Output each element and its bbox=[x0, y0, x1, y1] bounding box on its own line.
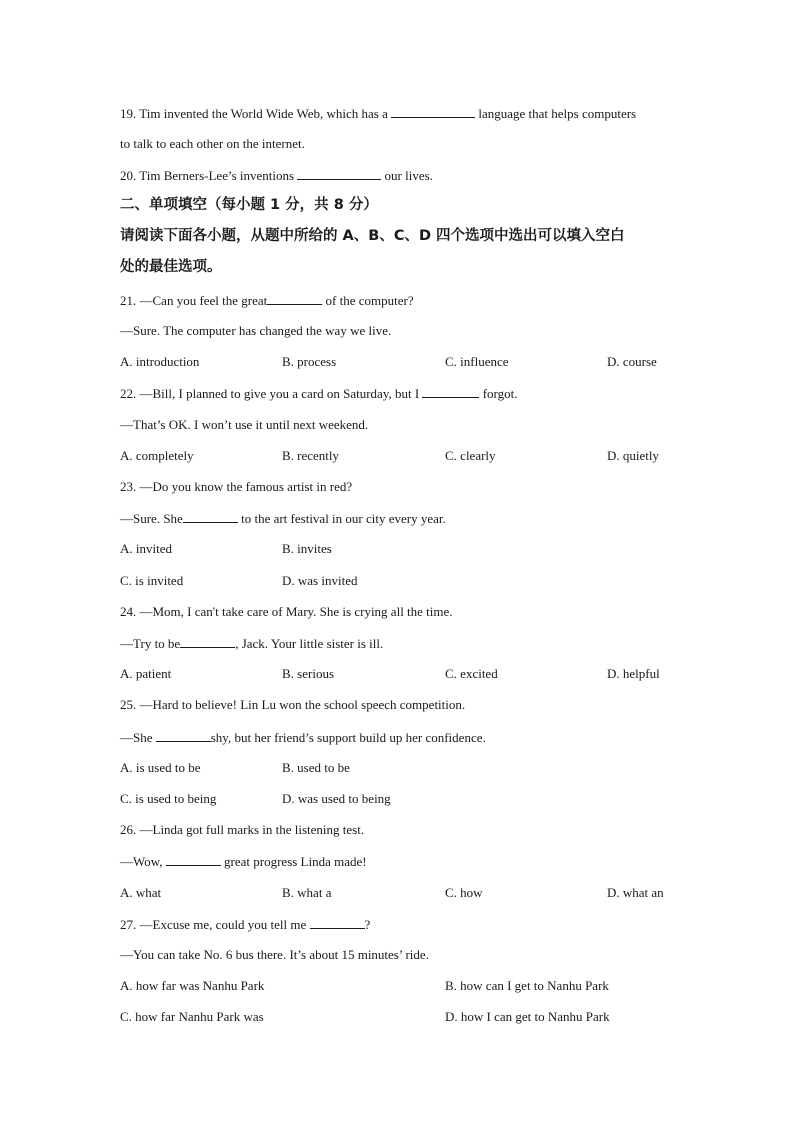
q20-line bbox=[120, 167, 433, 184]
q26-option-b[interactable]: B. what a bbox=[282, 885, 332, 900]
q26-question: 26. —Linda got full marks in the listening test. bbox=[120, 822, 365, 837]
q23-reply-a: —Sure. She bbox=[120, 511, 183, 526]
q25-question: 25. —Hard to believe! Lin Lu won the school speech competition. bbox=[120, 697, 466, 712]
q27-reply: —You can take No. 6 bus there. It’s about 15 minutes’ ride. bbox=[120, 947, 429, 962]
q22-option-a[interactable]: A. completely bbox=[120, 448, 194, 463]
answer-blank[interactable] bbox=[166, 853, 221, 866]
q19-line1 bbox=[120, 105, 636, 122]
section-instruction-2: 处的最佳选项。 bbox=[120, 259, 222, 275]
q26-option-a[interactable]: A. what bbox=[120, 885, 162, 900]
q23-question: 23. —Do you know the famous artist in red? bbox=[120, 479, 353, 494]
q21-option-b[interactable]: B. process bbox=[282, 354, 337, 369]
q22-option-c[interactable]: C. clearly bbox=[445, 448, 496, 463]
q24-option-d[interactable]: D. helpful bbox=[607, 666, 660, 681]
q25-option-a[interactable]: A. is used to be bbox=[120, 760, 201, 775]
q27-text-b: ? bbox=[364, 917, 371, 932]
q25-reply-b: shy, but her friend’s support build up her confidence. bbox=[210, 730, 486, 745]
q19-text-a: 19. Tim invented the World Wide Web, which has a bbox=[120, 106, 392, 121]
q27-option-c[interactable]: C. how far Nanhu Park was bbox=[120, 1009, 264, 1024]
answer-blank[interactable] bbox=[310, 916, 365, 929]
q26-option-d[interactable]: D. what an bbox=[607, 885, 664, 900]
q25-option-b[interactable]: B. used to be bbox=[282, 760, 350, 775]
q20-text-b: our lives. bbox=[381, 168, 433, 183]
q23-option-c[interactable]: C. is invited bbox=[120, 573, 184, 588]
q21-reply: —Sure. The computer has changed the way we live. bbox=[120, 323, 392, 338]
q24-option-a[interactable]: A. patient bbox=[120, 666, 172, 681]
answer-blank[interactable] bbox=[422, 385, 479, 398]
q23-option-d[interactable]: D. was invited bbox=[282, 573, 358, 588]
q27-question bbox=[120, 916, 370, 933]
answer-blank[interactable] bbox=[391, 105, 475, 118]
q27-option-b[interactable]: B. how can I get to Nanhu Park bbox=[445, 978, 609, 993]
q26-reply bbox=[120, 853, 367, 870]
q21-question bbox=[120, 292, 414, 309]
answer-blank[interactable] bbox=[180, 635, 235, 648]
q21-option-c[interactable]: C. influence bbox=[445, 354, 509, 369]
q24-option-b[interactable]: B. serious bbox=[282, 666, 334, 681]
answer-blank[interactable] bbox=[156, 729, 211, 742]
q19-line2: to talk to each other on the internet. bbox=[120, 136, 305, 151]
q23-option-b[interactable]: B. invites bbox=[282, 541, 332, 556]
q26-option-c[interactable]: C. how bbox=[445, 885, 483, 900]
q24-option-c[interactable]: C. excited bbox=[445, 666, 498, 681]
q22-question bbox=[120, 385, 517, 402]
q25-option-c[interactable]: C. is used to being bbox=[120, 791, 217, 806]
q23-reply-b: to the art festival in our city every year. bbox=[237, 511, 446, 526]
q23-reply bbox=[120, 510, 446, 527]
q22-option-b[interactable]: B. recently bbox=[282, 448, 340, 463]
q27-option-a[interactable]: A. how far was Nanhu Park bbox=[120, 978, 265, 993]
answer-blank[interactable] bbox=[267, 292, 322, 305]
answer-blank[interactable] bbox=[297, 167, 381, 180]
q20-text-a: 20. Tim Berners-Lee’s inventions bbox=[120, 168, 298, 183]
q23-option-a[interactable]: A. invited bbox=[120, 541, 172, 556]
q24-reply-a: —Try to be bbox=[120, 636, 181, 651]
q25-reply-a: —She bbox=[120, 730, 156, 745]
q21-text-a: 21. —Can you feel the great bbox=[120, 293, 268, 308]
q22-text-b: forgot. bbox=[479, 386, 518, 401]
q21-option-a[interactable]: A. introduction bbox=[120, 354, 200, 369]
q25-reply bbox=[120, 729, 486, 746]
q22-option-d[interactable]: D. quietly bbox=[607, 448, 659, 463]
q21-text-b: of the computer? bbox=[322, 293, 414, 308]
answer-blank[interactable] bbox=[183, 510, 238, 523]
q27-text-a: 27. —Excuse me, could you tell me bbox=[120, 917, 310, 932]
q24-reply bbox=[120, 635, 383, 652]
q22-text-a: 22. —Bill, I planned to give you a card on Saturday, but I bbox=[120, 386, 423, 401]
q27-option-d[interactable]: D. how I can get to Nanhu Park bbox=[445, 1009, 610, 1024]
q24-question: 24. —Mom, I can't take care of Mary. She is crying all the time. bbox=[120, 604, 453, 619]
q26-reply-b: great progress Linda made! bbox=[220, 854, 367, 869]
section-title: 二、单项填空（每小题 1 分，共 8 分） bbox=[120, 197, 378, 213]
q21-option-d[interactable]: D. course bbox=[607, 354, 657, 369]
q22-reply: —That’s OK. I won’t use it until next weekend. bbox=[120, 417, 369, 432]
q26-reply-a: —Wow, bbox=[120, 854, 166, 869]
section-instruction-1: 请阅读下面各小题，从题中所给的 A、B、C、D 四个选项中选出可以填入空白 bbox=[120, 228, 625, 244]
q25-option-d[interactable]: D. was used to being bbox=[282, 791, 391, 806]
q19-text-b: language that helps computers bbox=[475, 106, 637, 121]
q24-reply-b: , Jack. Your little sister is ill. bbox=[235, 636, 384, 651]
